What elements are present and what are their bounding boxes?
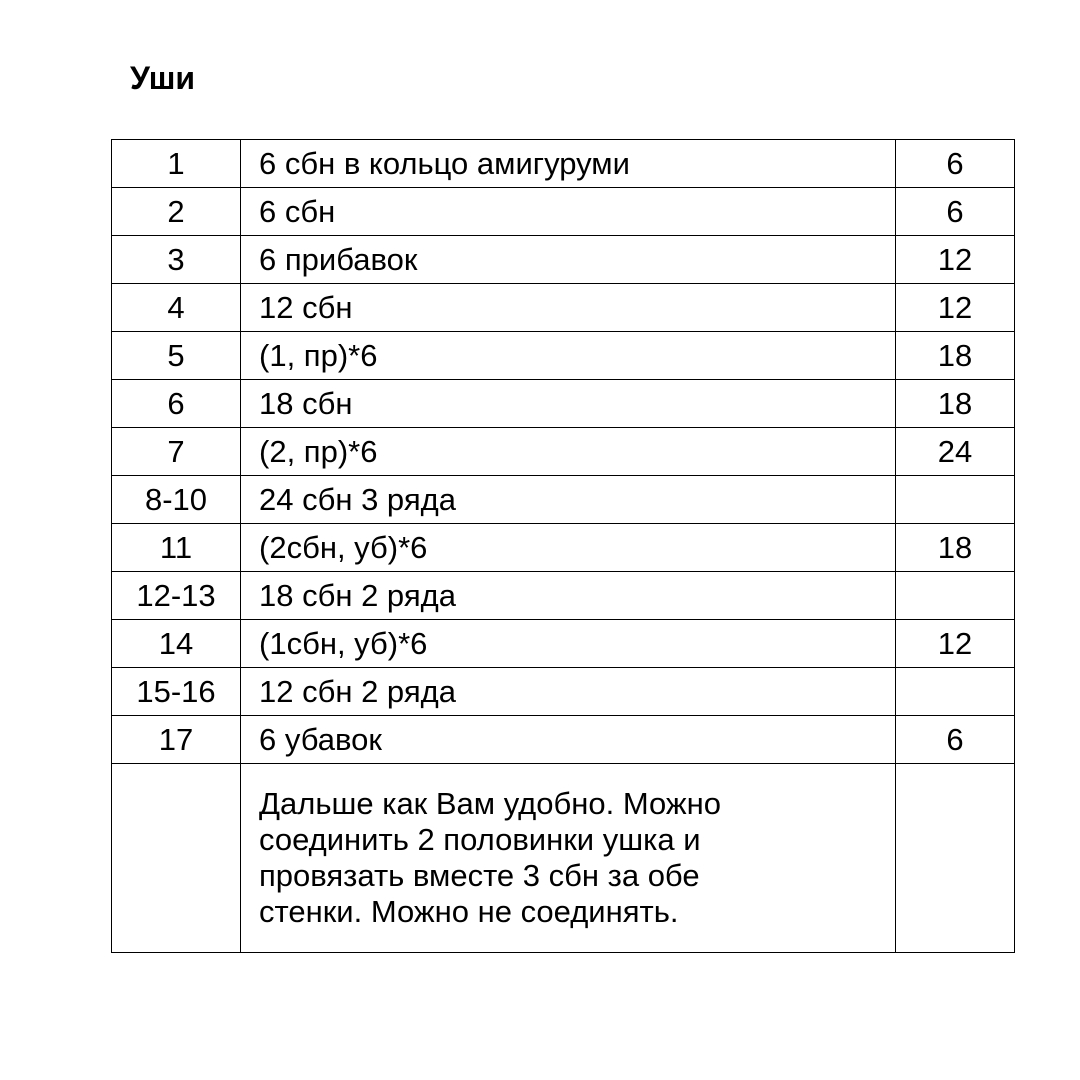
note-cell bbox=[241, 764, 896, 953]
table-row bbox=[112, 284, 1015, 332]
stitch-count-cell: 12 bbox=[896, 236, 1015, 284]
row-number-cell: 1 bbox=[112, 140, 241, 188]
instruction-cell: 18 сбн bbox=[241, 380, 896, 428]
stitch-count-cell bbox=[896, 572, 1015, 620]
row-number-cell: 4 bbox=[112, 284, 241, 332]
stitch-count-cell: 18 bbox=[896, 380, 1015, 428]
stitch-count-cell bbox=[896, 764, 1015, 953]
instruction-cell: 24 сбн 3 ряда bbox=[241, 476, 896, 524]
row-number-cell: 15-16 bbox=[112, 668, 241, 716]
stitch-count-cell: 24 bbox=[896, 428, 1015, 476]
row-number-cell: 3 bbox=[112, 236, 241, 284]
instruction-cell: (2, пр)*6 bbox=[241, 428, 896, 476]
instruction-cell: 12 сбн 2 ряда bbox=[241, 668, 896, 716]
page-title: Уши bbox=[130, 60, 196, 96]
instruction-cell: 6 прибавок bbox=[241, 236, 896, 284]
note-row bbox=[112, 764, 1015, 953]
table-row bbox=[112, 716, 1015, 764]
row-number-cell: 11 bbox=[112, 524, 241, 572]
row-number-cell: 6 bbox=[112, 380, 241, 428]
note-line: Дальше как Вам удобно. Можно bbox=[259, 786, 722, 821]
instruction-cell: (1сбн, уб)*6 bbox=[241, 620, 896, 668]
instruction-cell: 6 убавок bbox=[241, 716, 896, 764]
instruction-cell: (2сбн, уб)*6 bbox=[241, 524, 896, 572]
instruction-cell: 6 сбн bbox=[241, 188, 896, 236]
stitch-count-cell bbox=[896, 668, 1015, 716]
table-row bbox=[112, 332, 1015, 380]
table-row bbox=[112, 428, 1015, 476]
row-number-cell: 17 bbox=[112, 716, 241, 764]
row-number-cell: 14 bbox=[112, 620, 241, 668]
table-row bbox=[112, 188, 1015, 236]
note-line: соединить 2 половинки ушка и bbox=[259, 822, 701, 857]
instruction-cell: 12 сбн bbox=[241, 284, 896, 332]
table-row bbox=[112, 620, 1015, 668]
row-number-cell: 2 bbox=[112, 188, 241, 236]
pattern-table bbox=[111, 139, 1015, 953]
stitch-count-cell: 6 bbox=[896, 716, 1015, 764]
row-number-cell: 8-10 bbox=[112, 476, 241, 524]
row-number-cell: 12-13 bbox=[112, 572, 241, 620]
stitch-count-cell: 18 bbox=[896, 524, 1015, 572]
note-line: стенки. Можно не соединять. bbox=[259, 894, 679, 929]
stitch-count-cell: 12 bbox=[896, 284, 1015, 332]
instruction-cell: (1, пр)*6 bbox=[241, 332, 896, 380]
instruction-cell: 18 сбн 2 ряда bbox=[241, 572, 896, 620]
row-number-cell bbox=[112, 764, 241, 953]
stitch-count-cell: 12 bbox=[896, 620, 1015, 668]
stitch-count-cell bbox=[896, 476, 1015, 524]
row-number-cell: 5 bbox=[112, 332, 241, 380]
table-row bbox=[112, 236, 1015, 284]
row-number-cell: 7 bbox=[112, 428, 241, 476]
table-row bbox=[112, 140, 1015, 188]
table-row bbox=[112, 524, 1015, 572]
stitch-count-cell: 6 bbox=[896, 188, 1015, 236]
table-row bbox=[112, 572, 1015, 620]
stitch-count-cell: 18 bbox=[896, 332, 1015, 380]
note-line: провязать вместе 3 сбн за обе bbox=[259, 858, 700, 893]
stitch-count-cell: 6 bbox=[896, 140, 1015, 188]
table-row bbox=[112, 668, 1015, 716]
table-row bbox=[112, 380, 1015, 428]
instruction-cell: 6 сбн в кольцо амигуруми bbox=[241, 140, 896, 188]
table-row bbox=[112, 476, 1015, 524]
